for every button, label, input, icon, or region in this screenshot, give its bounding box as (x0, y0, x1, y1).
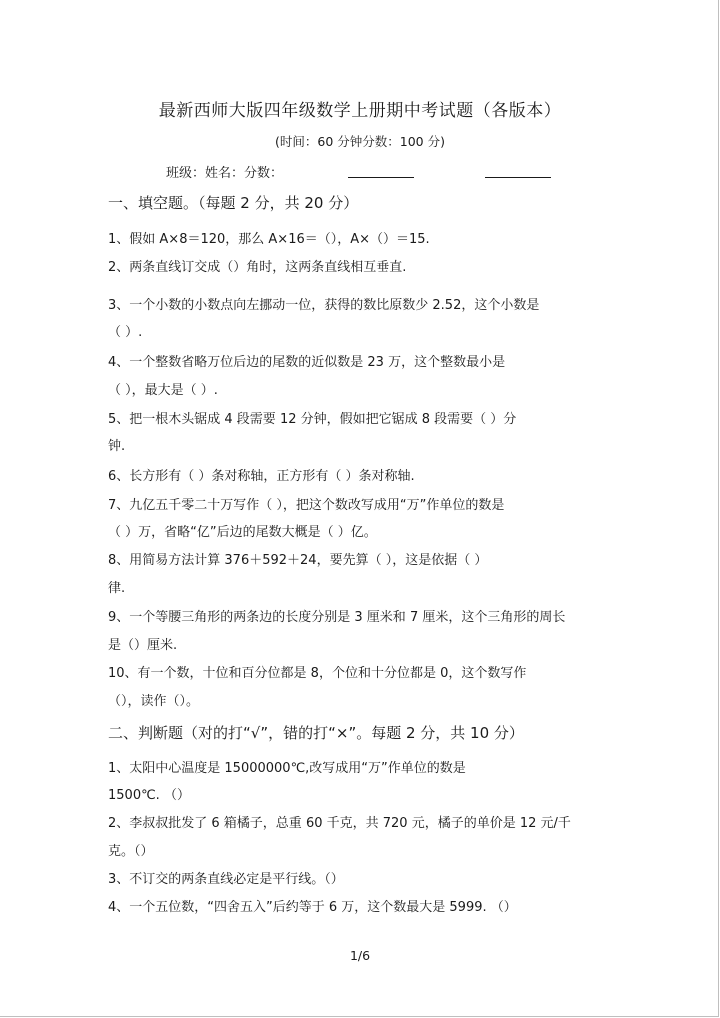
question-line: 律. (108, 581, 126, 596)
question-line: 7、九亿五千零二十万写作（ ），把这个数改写成用“万”作单位的数是 (108, 498, 505, 513)
section-heading-true-false: 二、判断题（对的打“√”，错的打“×”。每题 2 分，共 10 分） (108, 724, 524, 742)
page-title: 最新西师大版四年级数学上册期中考试题（各版本） (158, 101, 562, 121)
question-line: （ ）万，省略“亿”后边的尾数大概是（ ）亿。 (108, 525, 377, 540)
question-line: 3、一个小数的小数点向左挪动一位，获得的数比原数少 2.52，这个小数是 (108, 298, 540, 313)
student-info-line: 班级：姓名：分数： (166, 166, 284, 181)
question-line: 1500℃. （） (108, 788, 190, 803)
question-line: （），读作（）。 (108, 694, 200, 709)
question-line: 克。（） (108, 844, 154, 859)
question-line: 10、有一个数，十位和百分位都是 8，个位和十分位都是 0，这个数写作 (108, 666, 527, 681)
page-number: 1/6 (349, 948, 371, 963)
question-line: 8、用简易方法计算 376＋592＋24，要先算（ ），这是依据（ ） (108, 553, 488, 568)
question-line: 3、不订交的两条直线必定是平行线。（） (108, 872, 344, 887)
question-line: 4、一个整数省略万位后边的尾数的近似数是 23 万，这个整数最小是 (108, 355, 506, 370)
question-line: 1、太阳中心温度是 15000000℃,改写成用“万”作单位的数是 (108, 761, 466, 776)
section-heading-fill-blank: 一、填空题。（每题 2 分，共 20 分） (108, 194, 359, 212)
question-line: （ ），最大是（ ）. (108, 383, 218, 398)
score-blank (485, 177, 551, 178)
question-line: 9、一个等腰三角形的两条边的长度分别是 3 厘米和 7 厘米，这个三角形的周长 (108, 610, 566, 625)
question-line: 1、假如 A×8＝120，那么 A×16＝（），A×（）＝15. (108, 232, 430, 247)
question-line: 2、李叔叔批发了 6 箱橘子，总重 60 千克，共 720 元，橘子的单价是 12 元/千 (108, 816, 571, 831)
class-blank (348, 177, 414, 178)
question-line: 是（）厘米. (108, 638, 178, 653)
question-line: 钟. (108, 439, 126, 454)
question-line: 5、把一根木头锯成 4 段需要 12 分钟，假如把它锯成 8 段需要（ ）分 (108, 412, 517, 427)
question-line: （ ）. (108, 325, 143, 340)
question-line: 4、一个五位数，“四舍五入”后约等于 6 万，这个数最大是 5999. （） (108, 900, 517, 915)
question-line: 6、长方形有（ ）条对称轴，正方形有（ ）条对称轴. (108, 469, 415, 484)
exam-info: (时间：60 分钟分数：100 分) (275, 134, 445, 149)
question-line: 2、两条直线订交成（）角时，这两条直线相互垂直. (108, 260, 407, 275)
